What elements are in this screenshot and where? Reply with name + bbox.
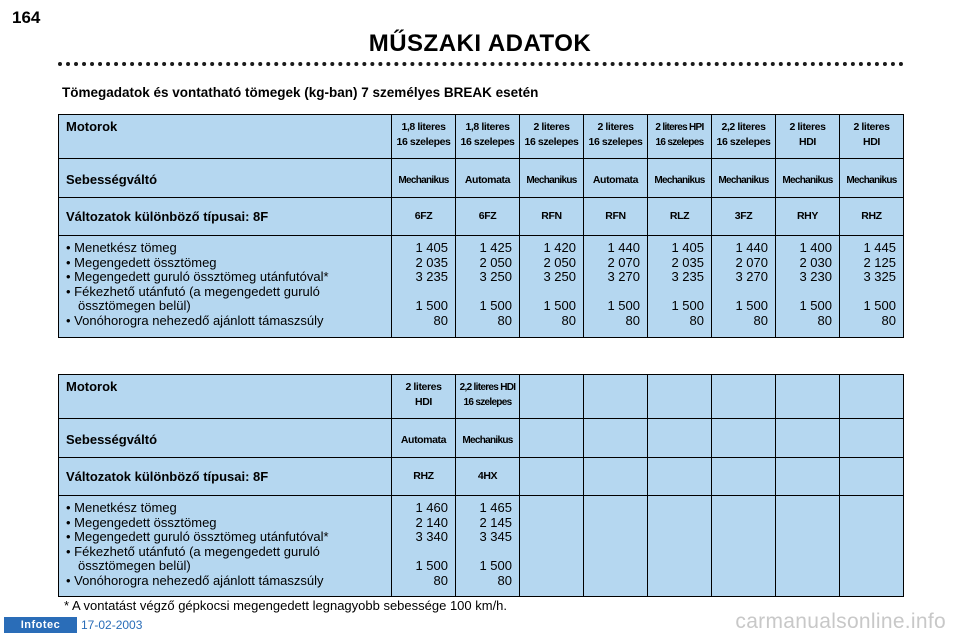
mass-values-row: [59, 236, 904, 338]
engine-name: 2 literes 16 szelepes: [588, 121, 643, 148]
engine-label-cell: [59, 115, 392, 159]
gearbox-value: Mechanikus: [654, 175, 705, 186]
engine-cell: [712, 115, 776, 159]
variant-type: RHZ: [413, 470, 434, 482]
empty-cell: [712, 496, 776, 597]
engine-label-cell: [59, 375, 392, 419]
mass-values: 1 405 2 035 3 235 1 500 80: [415, 240, 448, 328]
variant-cell: [712, 198, 776, 236]
gearbox-value: Mechanikus: [462, 435, 513, 446]
list-item: • Megengedett össztömeg: [66, 254, 217, 270]
empty-cell: [712, 375, 776, 419]
mass-values: 1 465 2 145 3 345 1 500 80: [479, 500, 512, 588]
list-item: • Menetkész tömeg: [66, 240, 177, 255]
variant-type: 6FZ: [478, 210, 497, 222]
list-item: • Vonóhorogra nehezedő ajánlott támaszsúly: [66, 312, 324, 328]
gearbox-cell: [712, 159, 776, 198]
mass-values-row: [59, 496, 904, 597]
list-item: • Fékezhető utánfutó (a megengedett guruló: [66, 543, 320, 559]
gearbox-label-cell: [59, 419, 392, 458]
variant-cell: [840, 198, 904, 236]
list-item: össztömegen belül): [78, 558, 191, 573]
engine-name: 2,2 literes HDI 16 szelepes: [459, 382, 516, 408]
gearbox-cell: [456, 419, 520, 458]
mass-values-cell: [712, 236, 776, 338]
gearbox-cell: [392, 419, 456, 458]
empty-cell: [584, 419, 648, 458]
infotec-logo: Infotec: [4, 617, 77, 633]
list-item: • Megengedett guruló össztömeg utánfutóval*: [66, 529, 329, 544]
empty-cell: [840, 458, 904, 496]
mass-items-cell: [59, 496, 392, 597]
mass-items-list: [59, 236, 391, 328]
mass-values-cell: [584, 236, 648, 338]
engine-cell: [520, 115, 584, 159]
empty-cell: [840, 375, 904, 419]
mass-table-1: [58, 114, 904, 338]
mass-values: 1 425 2 050 3 250 1 500 80: [479, 240, 512, 328]
mass-values: 1 440 2 070 3 270 1 500 80: [735, 240, 768, 328]
engine-row: [59, 115, 904, 159]
variant-type: RHY: [797, 210, 818, 222]
engine-name: 1,8 literes 16 szelepes: [396, 121, 451, 148]
engine-cell: [584, 115, 648, 159]
variant-row: [59, 458, 904, 496]
gearbox-value: Mechanikus: [398, 175, 449, 186]
engine-name: 2 literes HPI 16 szelepes: [655, 122, 704, 148]
variant-label: Változatok különböző típusai: 8F: [66, 469, 269, 484]
mass-values-cell: [840, 236, 904, 338]
mass-values-cell: [456, 236, 520, 338]
gearbox-value: Mechanikus: [526, 175, 577, 186]
engine-name: 2 literes 16 szelepes: [524, 121, 579, 148]
variant-label-cell: [59, 458, 392, 496]
empty-cell: [520, 496, 584, 597]
empty-cell: [840, 496, 904, 597]
variant-type: RFN: [605, 210, 626, 222]
variant-cell: [392, 458, 456, 496]
mass-values: 1 460 2 140 3 340 1 500 80: [415, 500, 448, 588]
engine-cell: [648, 115, 712, 159]
variant-cell: [648, 198, 712, 236]
page-number: 164: [12, 8, 41, 27]
empty-cell: [648, 458, 712, 496]
engine-cell: [456, 115, 520, 159]
list-item: • Menetkész tömeg: [66, 500, 177, 515]
list-item: • Megengedett guruló össztömeg utánfutóval*: [66, 269, 329, 284]
gearbox-value: Automata: [592, 174, 639, 186]
gearbox-cell: [584, 159, 648, 198]
empty-cell: [520, 419, 584, 458]
gearbox-cell: [776, 159, 840, 198]
empty-cell: [520, 375, 584, 419]
variant-type: 4HX: [477, 470, 498, 482]
engine-cell: [840, 115, 904, 159]
page-title: MŰSZAKI ADATOK: [368, 30, 592, 57]
variant-cell: [392, 198, 456, 236]
mass-values-cell: [776, 236, 840, 338]
mass-values-cell: [456, 496, 520, 597]
empty-cell: [776, 496, 840, 597]
variant-type: 6FZ: [414, 210, 433, 222]
publication-date: 17-02-2003: [81, 618, 143, 632]
gearbox-value: Automata: [464, 174, 511, 186]
gearbox-label: Sebességváltó: [66, 172, 158, 187]
gearbox-cell: [648, 159, 712, 198]
variant-cell: [456, 198, 520, 236]
variant-cell: [520, 198, 584, 236]
variant-type: 3FZ: [734, 210, 753, 222]
list-item: • Fékezhető utánfutó (a megengedett guruló: [66, 283, 320, 299]
engine-row: [59, 375, 904, 419]
mass-table-2: [58, 374, 904, 597]
gearbox-label-cell: [59, 159, 392, 198]
mass-values: 1 405 2 035 3 235 1 500 80: [671, 240, 704, 328]
empty-cell: [776, 419, 840, 458]
mass-values-cell: [520, 236, 584, 338]
empty-cell: [648, 419, 712, 458]
empty-cell: [584, 458, 648, 496]
gearbox-cell: [840, 159, 904, 198]
gearbox-cell: [520, 159, 584, 198]
mass-values-cell: [648, 236, 712, 338]
mass-items-list: [59, 496, 391, 588]
mass-values-cell: [392, 496, 456, 597]
variant-type: RLZ: [669, 210, 690, 222]
engine-label: Motorok: [66, 379, 118, 394]
gearbox-row: [59, 419, 904, 458]
variant-row: [59, 198, 904, 236]
engine-cell: [392, 115, 456, 159]
mass-values: 1 445 2 125 3 325 1 500 80: [863, 240, 896, 328]
variant-cell: [776, 198, 840, 236]
mass-values-cell: [392, 236, 456, 338]
engine-name: 2 literes HDI: [853, 121, 890, 148]
variant-type: RHZ: [861, 210, 882, 222]
dotted-divider: [58, 62, 904, 66]
gearbox-value: Mechanikus: [782, 175, 833, 186]
empty-cell: [648, 496, 712, 597]
section-subtitle: Tömegadatok és vontatható tömegek (kg-ban) 7 személyes BREAK esetén: [62, 85, 539, 100]
variant-cell: [584, 198, 648, 236]
gearbox-cell: [392, 159, 456, 198]
mass-values: 1 400 2 030 3 230 1 500 80: [799, 240, 832, 328]
variant-cell: [456, 458, 520, 496]
footnote: * A vontatást végző gépkocsi megengedett legnagyobb sebessége 100 km/h.: [64, 598, 508, 613]
list-item: • Megengedett össztömeg: [66, 514, 217, 530]
engine-name: 2 literes HDI: [405, 381, 442, 408]
list-item: össztömegen belül): [78, 298, 191, 313]
empty-cell: [776, 375, 840, 419]
variant-label-cell: [59, 198, 392, 236]
empty-cell: [648, 375, 712, 419]
engine-name: 2 literes HDI: [789, 121, 826, 148]
engine-cell: [392, 375, 456, 419]
gearbox-value: Automata: [400, 434, 447, 446]
variant-label: Változatok különböző típusai: 8F: [66, 209, 269, 224]
engine-name: 1,8 literes 16 szelepes: [460, 121, 515, 148]
engine-label: Motorok: [66, 119, 118, 134]
empty-cell: [840, 419, 904, 458]
empty-cell: [584, 375, 648, 419]
empty-cell: [712, 458, 776, 496]
mass-items-cell: [59, 236, 392, 338]
gearbox-label: Sebességváltó: [66, 432, 158, 447]
engine-cell: [776, 115, 840, 159]
empty-cell: [520, 458, 584, 496]
variant-type: RFN: [541, 210, 562, 222]
empty-cell: [712, 419, 776, 458]
empty-cell: [584, 496, 648, 597]
engine-name: 2,2 literes 16 szelepes: [716, 121, 771, 148]
mass-values: 1 420 2 050 3 250 1 500 80: [543, 240, 576, 328]
empty-cell: [776, 458, 840, 496]
gearbox-cell: [456, 159, 520, 198]
gearbox-value: Mechanikus: [718, 175, 769, 186]
gearbox-row: [59, 159, 904, 198]
engine-cell: [456, 375, 520, 419]
watermark: carmanualsonline.info: [735, 610, 946, 633]
gearbox-value: Mechanikus: [846, 175, 897, 186]
list-item: • Vonóhorogra nehezedő ajánlott támaszsúly: [66, 572, 324, 588]
mass-values: 1 440 2 070 3 270 1 500 80: [607, 240, 640, 328]
